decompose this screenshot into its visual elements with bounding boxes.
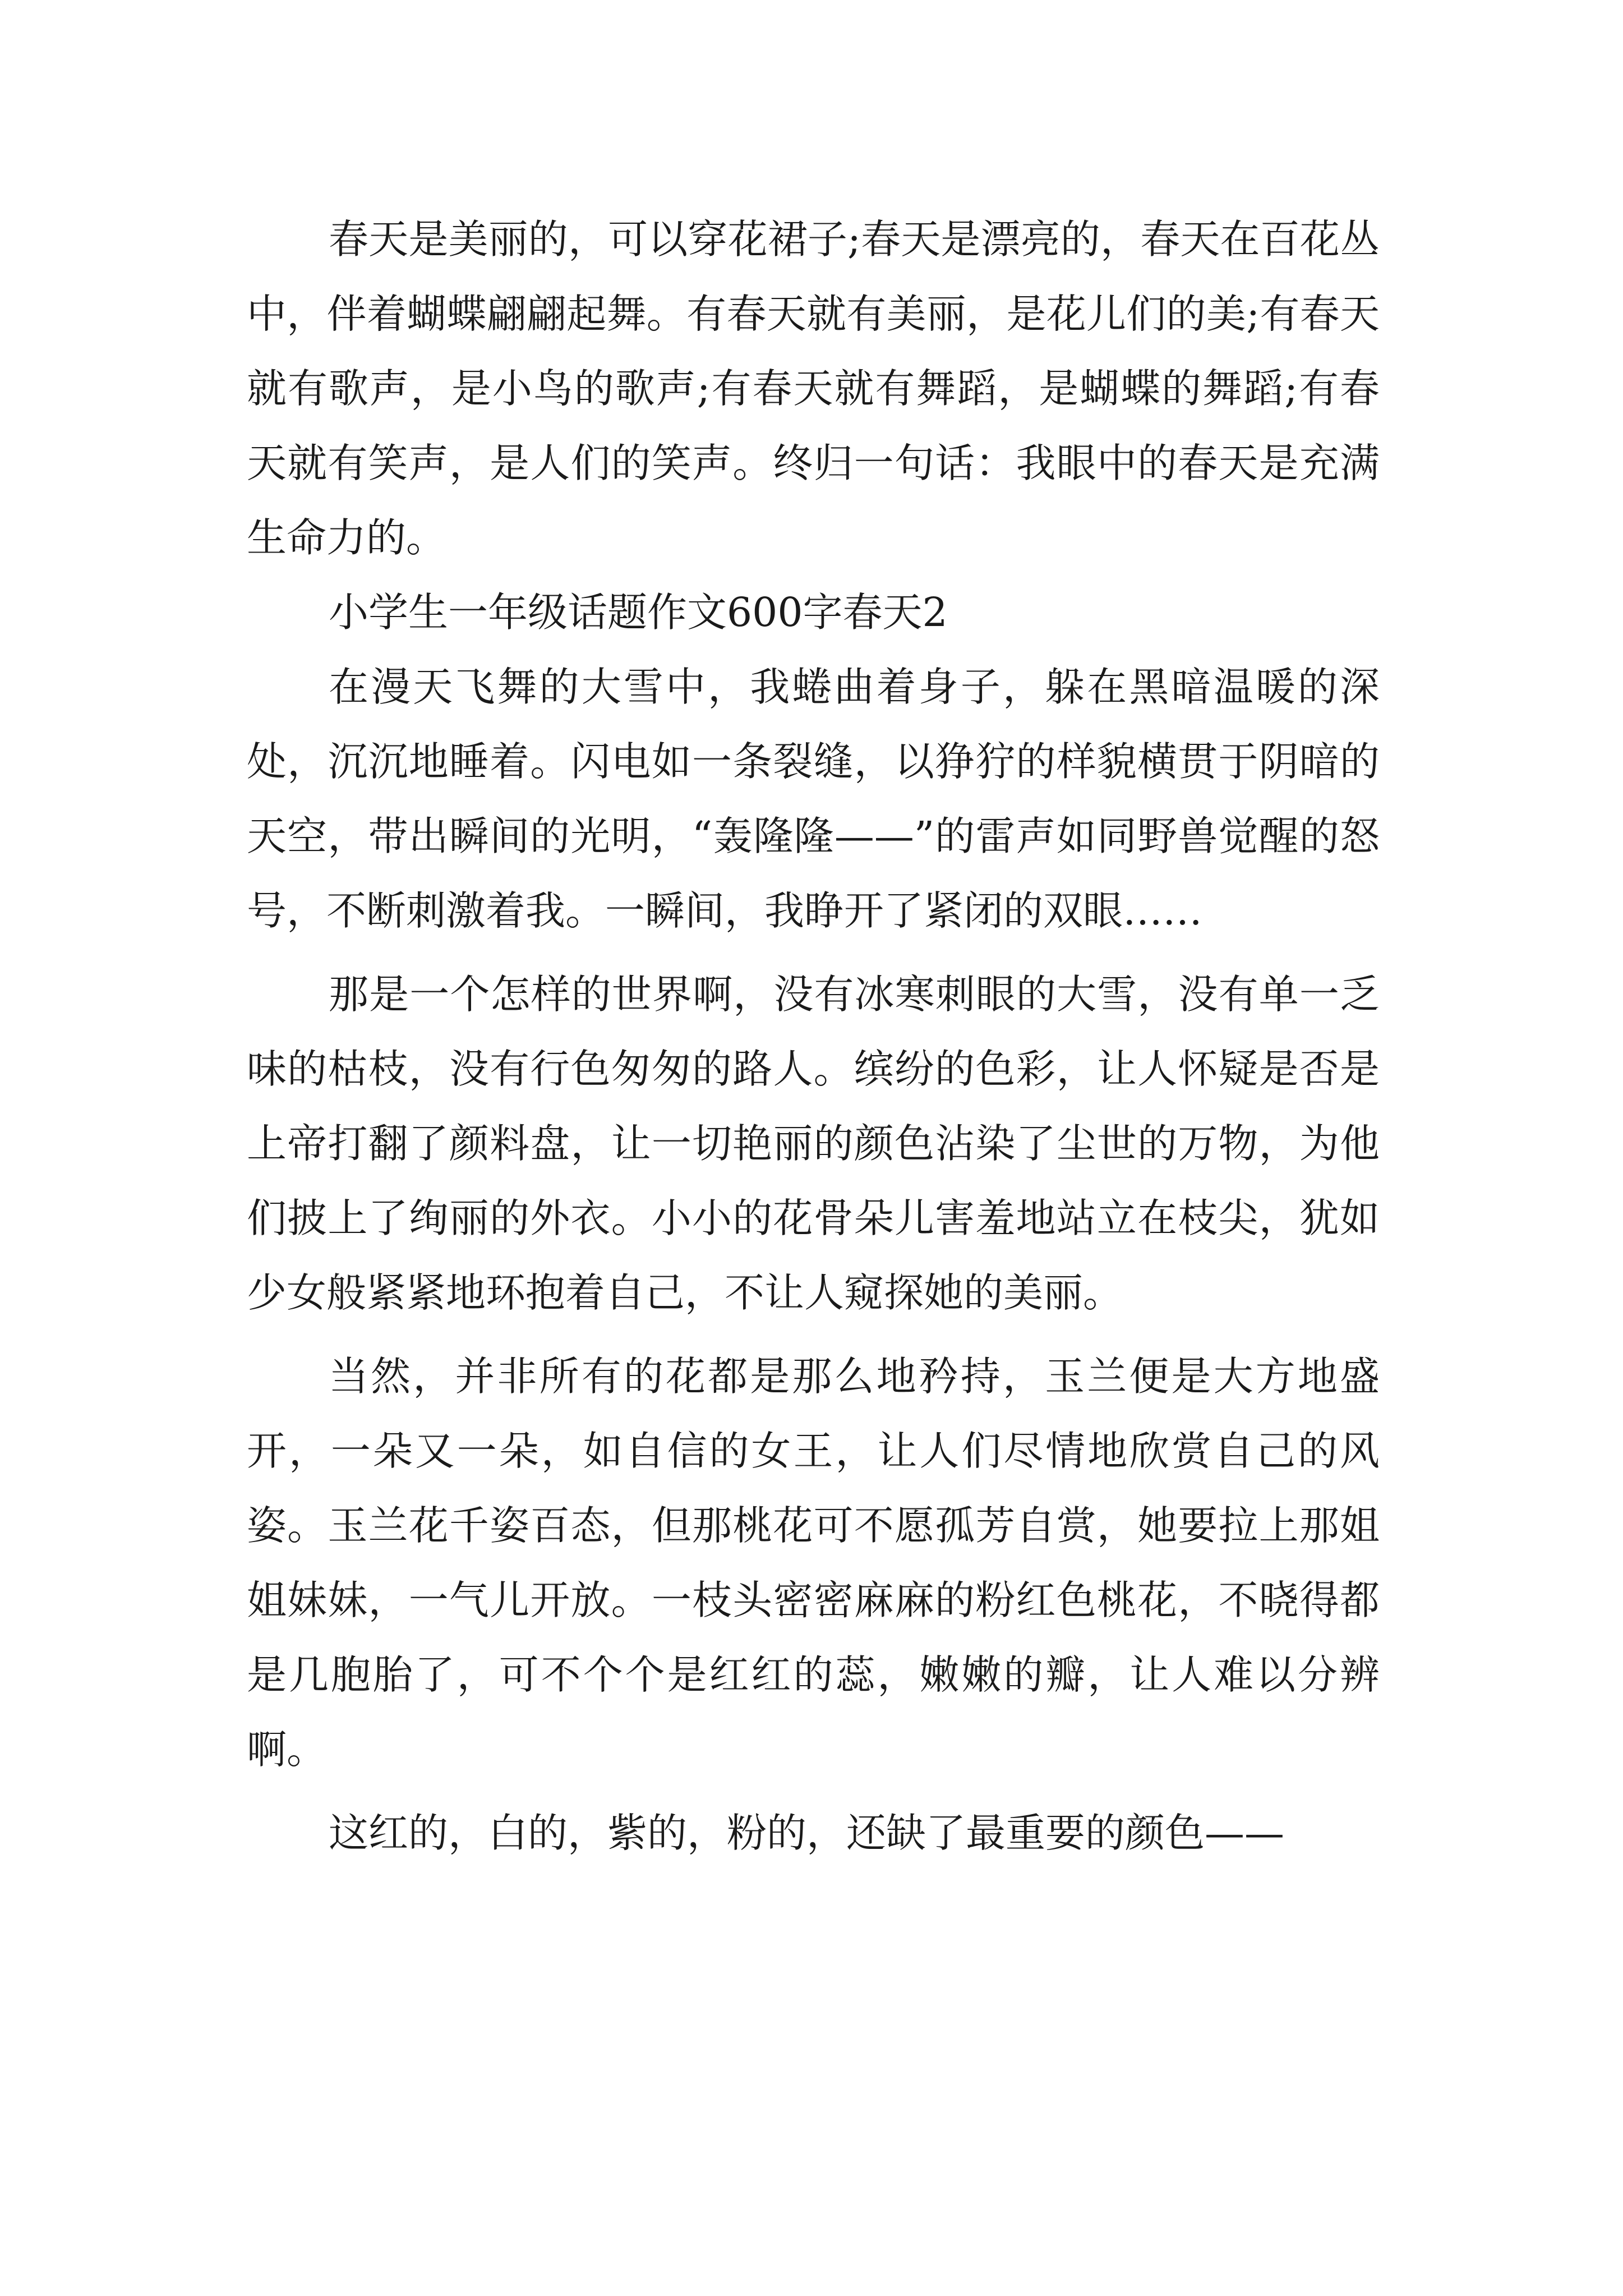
- paragraph-spring-beauty: 春天是美丽的，可以穿花裙子;春天是漂亮的，春天在百花丛中，伴着蝴蝶翩翩起舞。有春天就有美丽，是花儿们的美;有春天就有歌声，是小鸟的歌声;有春天就有舞蹈，是蝴蝶的舞蹈;有春天就有笑声，是人们的笑声。终归一句话：我眼中的春天是充满生命力的。: [247, 216, 1380, 561]
- paragraph-colors: 这红的，白的，紫的，粉的，还缺了最重要的颜色——: [329, 1810, 1285, 1856]
- paragraph-snow-awakening: 在漫天飞舞的大雪中，我蜷曲着身子，躲在黑暗温暖的深处，沉沉地睡着。闪电如一条裂缝，以狰狞的样貌横贯于阴暗的天空，带出瞬间的光明，“轰隆隆——”的雷声如同野兽觉醒的怒号，不断刺激着我。一瞬间，我睁开了紧闭的双眼……: [247, 664, 1380, 934]
- paragraph-magnolia-peach: 当然，并非所有的花都是那么地矜持，玉兰便是大方地盛开，一朵又一朵，如自信的女王，让人们尽情地欣赏自己的风姿。玉兰花千姿百态，但那桃花可不愿孤芳自赏，她要拉上那姐姐妹妹，一气儿开放。一枝头密密麻麻的粉红色桃花，不晓得都是几胞胎了，可不个个是红红的蕊，嫩嫩的瓣，让人难以分辨啊。: [247, 1353, 1380, 1773]
- document-body: [247, 202, 1380, 1870]
- paragraph-colorful-world: 那是一个怎样的世界啊，没有冰寒刺眼的大雪，没有单一乏味的枯枝，没有行色匆匆的路人。缤纷的色彩，让人怀疑是否是上帝打翻了颜料盘，让一切艳丽的颜色沾染了尘世的万物，为他们披上了绚丽的外衣。小小的花骨朵儿害羞地站立在枝尖，犹如少女般紧紧地环抱着自己，不让人窥探她的美丽。: [247, 971, 1380, 1316]
- essay-title: 小学生一年级话题作文600字春天2: [329, 589, 948, 636]
